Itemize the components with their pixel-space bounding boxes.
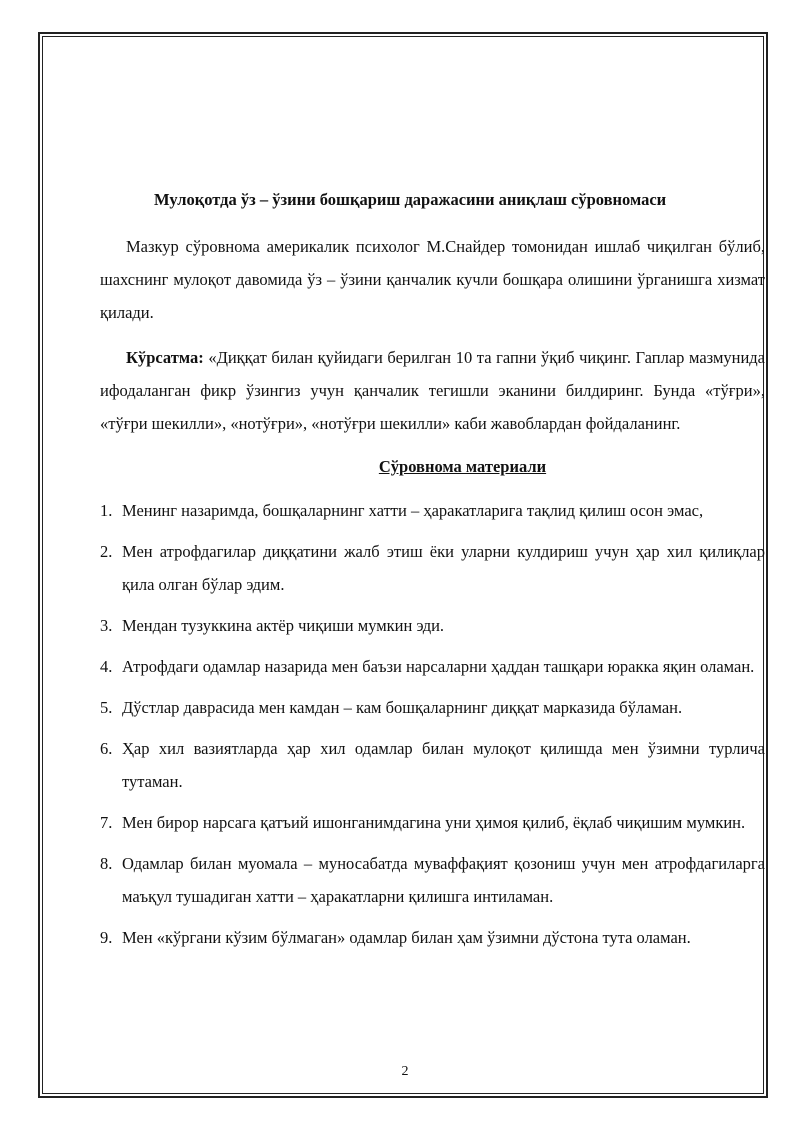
item-text: Мен «кўргани кўзим бўлмаган» одамлар билан ҳам ўзимни дўстона тута оламан. xyxy=(122,928,691,947)
list-item xyxy=(100,650,765,683)
list-item xyxy=(100,494,765,527)
item-number: 1. xyxy=(100,501,113,520)
instruction-paragraph xyxy=(100,341,765,440)
item-text: Дўстлар даврасида мен камдан – кам бошқаларнинг диққат марказида бўламан. xyxy=(122,698,683,717)
item-text: Одамлар билан муомала – муносабатда муваффақият қозониш учун мен атрофдагиларга маъқул тушадиган хатти – ҳаракатларни қилишга интиламан. xyxy=(122,854,765,906)
list-item xyxy=(100,806,765,839)
instruction-text: «Диққат билан қуйидаги берилган 10 та гапни ўқиб чиқинг. Гаплар мазмунида ифодаланган фикр ўзингиз учун қанчалик тегишли эканини билдиринг. Бунда «тўғри», «тўғри шекилли», «нотўғри», «нотўғри шекилли» каби жавоблардан фойдаланинг. xyxy=(100,348,766,433)
question-list xyxy=(100,494,765,954)
item-number: 8. xyxy=(100,854,113,873)
item-number: 5. xyxy=(100,698,113,717)
document-title: Мулоқотда ўз – ўзини бошқариш даражасини аниқлаш сўровномаси xyxy=(154,190,667,209)
list-item xyxy=(100,921,765,954)
list-item xyxy=(100,535,765,601)
list-item xyxy=(100,732,765,798)
item-text: Менинг назаримда, бошқаларнинг хатти – ҳаракатларига тақлид қилиш осон эмас, xyxy=(122,501,704,520)
item-number: 4. xyxy=(100,657,113,676)
item-text: Мен атрофдагилар диққатини жалб этиш ёки уларни кулдириш учун ҳар хил қилиқлар қила олган бўлар эдим. xyxy=(122,542,765,594)
item-number: 9. xyxy=(100,928,113,947)
item-text: Ҳар хил вазиятларда ҳар хил одамлар билан мулоқот қилишда мен ўзимни турлича тутаман. xyxy=(122,739,765,791)
item-number: 3. xyxy=(100,616,113,635)
item-text: Мен бирор нарсага қатъий ишонганимдагина уни ҳимоя қилиб, ёқлаб чиқишим мумкин. xyxy=(122,813,746,832)
item-number: 6. xyxy=(100,739,113,758)
item-text: Мендан тузуккина актёр чиқиши мумкин эди. xyxy=(122,616,445,635)
list-item xyxy=(100,847,765,913)
instruction-label: Кўрсатма: xyxy=(126,348,204,367)
item-number: 7. xyxy=(100,813,113,832)
list-item xyxy=(100,691,765,724)
document-body xyxy=(100,186,765,962)
item-text: Атрофдаги одамлар назарида мен баъзи нарсаларни ҳаддан ташқари юракка яқин оламан. xyxy=(122,657,755,676)
section-title: Сўровнома материали xyxy=(378,457,547,476)
intro-paragraph: Мазкур сўровнома америкалик психолог М.Снайдер томонидан ишлаб чиқилган бўлиб, шахснинг мулоқот давомида ўз – ўзини қанчалик кучли бошқара олишини ўрганишга хизмат қилади. xyxy=(100,237,765,322)
item-number: 2. xyxy=(100,542,113,561)
list-item xyxy=(100,609,765,642)
page-number: 2 xyxy=(401,1064,409,1079)
